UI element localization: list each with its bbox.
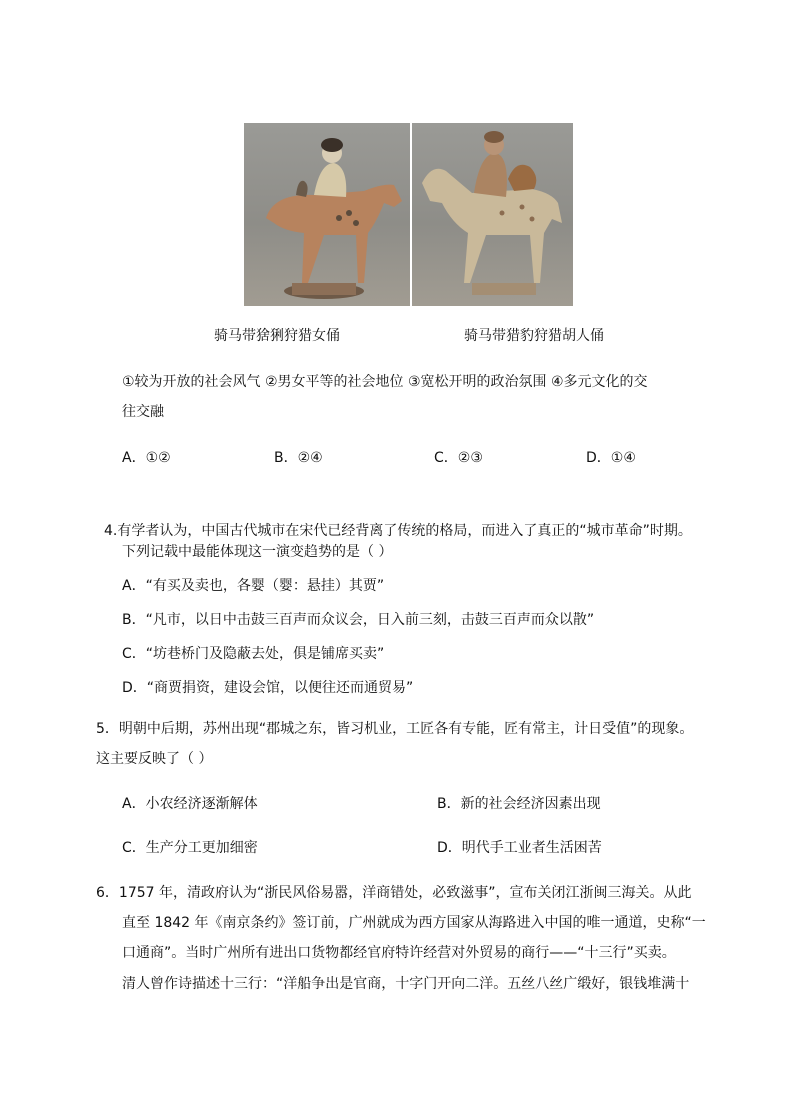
q3-statements-line-2: 往交融 xyxy=(122,404,164,420)
q5-option-c[interactable]: C．生产分工更加细密 xyxy=(122,840,258,856)
q4-stem-line-2: 下列记载中最能体现这一演变趋势的是（ ） xyxy=(122,544,393,560)
figure-caption-right: 骑马带猎豹狩猎胡人俑 xyxy=(464,328,604,344)
q4-option-a[interactable]: A．“有买及卖也，各婴（婴：悬挂）其贾” xyxy=(122,578,385,594)
q3-statements-line-1: ①较为开放的社会风气 ②男女平等的社会地位 ③宽松开明的政治氛围 ④多元文化的交 xyxy=(122,374,648,390)
q6-line-1: 6．1757 年，清政府认为“浙民风俗易嚣，洋商错处，必致滋事”，宣布关闭江浙闽三海关。从此 xyxy=(96,885,692,901)
figurine-photo-female-rider xyxy=(244,123,410,306)
female-rider-figurine-image xyxy=(244,123,410,306)
q6-line-2: 直至 1842 年《南京条约》签订前，广州就成为西方国家从海路进入中国的唯一通道，史称“一 xyxy=(122,915,706,931)
q3-option-a[interactable]: A．①② xyxy=(122,450,171,466)
hu-rider-figurine-image xyxy=(412,123,573,306)
q4-option-b[interactable]: B．“凡市，以日中击鼓三百声而众议会，日入前三刻，击鼓三百声而众以散” xyxy=(122,612,595,628)
q3-option-d[interactable]: D．①④ xyxy=(586,450,636,466)
q3-option-b[interactable]: B．②④ xyxy=(274,450,323,466)
q5-option-d[interactable]: D．明代手工业者生活困苦 xyxy=(437,840,602,856)
q4-option-c[interactable]: C．“坊巷桥门及隐蔽去处，俱是铺席买卖” xyxy=(122,646,385,662)
q5-option-a[interactable]: A．小农经济逐渐解体 xyxy=(122,796,258,812)
q5-stem-line-1: 5．明朝中后期，苏州出现“郡城之东，皆习机业，工匠各有专能，匠有常主，计日受值”的现象。 xyxy=(96,721,694,737)
figurine-photo-hu-rider xyxy=(412,123,573,306)
q4-stem-line-1: 4.有学者认为，中国古代城市在宋代已经背离了传统的格局，而进入了真正的“城市革命”时期。 xyxy=(104,523,692,539)
figure-caption-left: 骑马带猞猁狩猎女俑 xyxy=(214,328,340,344)
q4-option-d[interactable]: D．“商贾捐资，建设会馆，以便往还而通贸易” xyxy=(122,680,414,696)
q5-stem-line-2: 这主要反映了（ ） xyxy=(96,751,213,767)
q3-option-c[interactable]: C．②③ xyxy=(434,450,483,466)
q6-line-3: 口通商”。当时广州所有进出口货物都经官府特许经营对外贸易的商行——“十三行”买卖。 xyxy=(122,945,676,961)
q5-option-b[interactable]: B．新的社会经济因素出现 xyxy=(437,796,601,812)
q6-line-4: 清人曾作诗描述十三行：“洋船争出是官商，十字门开向二洋。五丝八丝广缎好，银钱堆满十 xyxy=(122,976,690,992)
